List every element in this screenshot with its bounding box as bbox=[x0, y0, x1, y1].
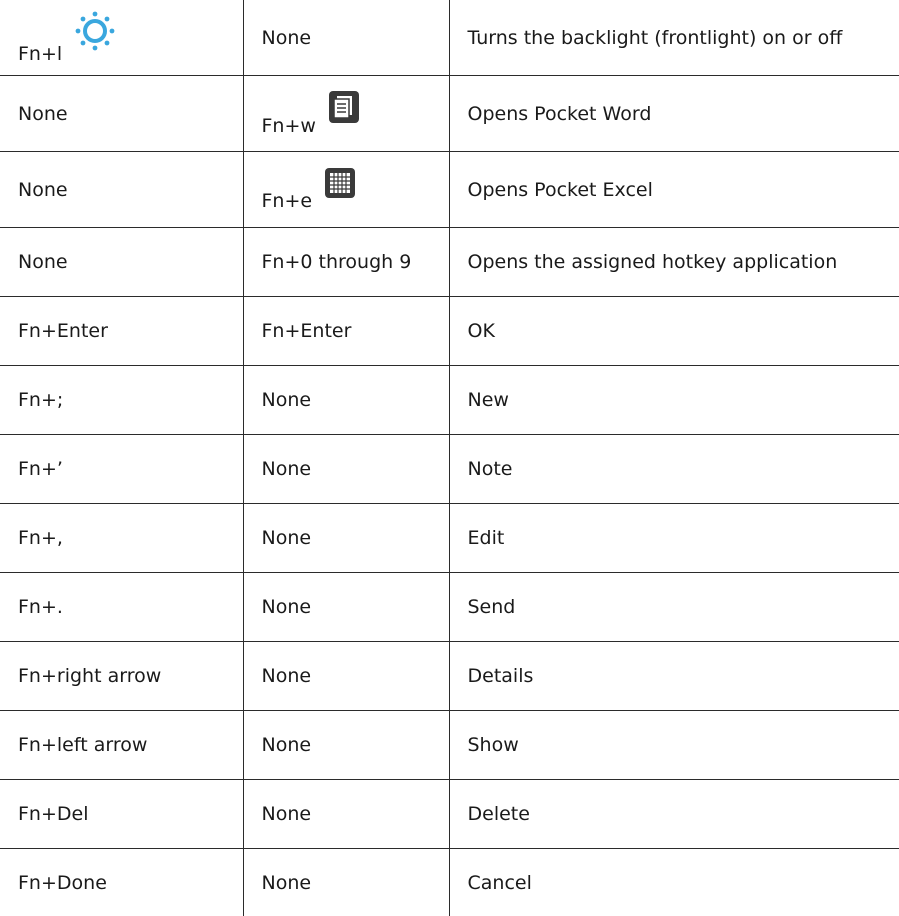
table-cell-device-shortcut: None bbox=[243, 780, 449, 849]
table-cell-action: New bbox=[449, 366, 899, 435]
table-cell-action: Opens Pocket Word bbox=[449, 76, 899, 152]
table-cell-device-shortcut: None bbox=[243, 711, 449, 780]
table-row bbox=[0, 504, 899, 573]
table-cell-device-shortcut: None bbox=[243, 573, 449, 642]
table-cell-device-shortcut: None bbox=[243, 642, 449, 711]
table-cell-action: Show bbox=[449, 711, 899, 780]
table-row bbox=[0, 849, 899, 916]
table-row bbox=[0, 573, 899, 642]
table-cell-keyboard-shortcut: Fn+left arrow bbox=[0, 711, 243, 780]
table-row bbox=[0, 76, 899, 152]
table-row bbox=[0, 366, 899, 435]
table-cell-keyboard-shortcut: None bbox=[0, 228, 243, 297]
table-row bbox=[0, 152, 899, 228]
table-row bbox=[0, 642, 899, 711]
table-cell-action: Details bbox=[449, 642, 899, 711]
table-cell-keyboard-shortcut: Fn+, bbox=[0, 504, 243, 573]
table-cell-device-shortcut: None bbox=[243, 435, 449, 504]
table-row bbox=[0, 780, 899, 849]
table-row bbox=[0, 297, 899, 366]
table-cell-keyboard-shortcut: Fn+. bbox=[0, 573, 243, 642]
table-row bbox=[0, 228, 899, 297]
table-row bbox=[0, 711, 899, 780]
table-cell-device-shortcut: Fn+0 through 9 bbox=[243, 228, 449, 297]
table-row bbox=[0, 435, 899, 504]
table-cell-keyboard-shortcut: Fn+Del bbox=[0, 780, 243, 849]
table-cell-keyboard-shortcut: Fn+Done bbox=[0, 849, 243, 916]
table-cell-keyboard-shortcut: Fn+’ bbox=[0, 435, 243, 504]
table-cell-device-shortcut: None bbox=[243, 0, 449, 76]
table-cell-action: Cancel bbox=[449, 849, 899, 916]
table-cell-action: Opens Pocket Excel bbox=[449, 152, 899, 228]
table-cell-keyboard-shortcut bbox=[0, 0, 243, 76]
table-cell-device-shortcut: Fn+Enter bbox=[243, 297, 449, 366]
table-cell-action: Send bbox=[449, 573, 899, 642]
table-cell-device-shortcut bbox=[243, 152, 449, 228]
table-cell-device-shortcut: None bbox=[243, 849, 449, 916]
table-cell-device-shortcut bbox=[243, 76, 449, 152]
table-cell-action: Opens the assigned hotkey application bbox=[449, 228, 899, 297]
table-cell-keyboard-shortcut: None bbox=[0, 76, 243, 152]
table-cell-action: Delete bbox=[449, 780, 899, 849]
table-cell-keyboard-shortcut: Fn+right arrow bbox=[0, 642, 243, 711]
table-cell-action: Note bbox=[449, 435, 899, 504]
table-cell-keyboard-shortcut: None bbox=[0, 152, 243, 228]
table-cell-keyboard-shortcut: Fn+Enter bbox=[0, 297, 243, 366]
cell-text: Fn+l bbox=[18, 45, 62, 64]
sun-icon bbox=[74, 10, 116, 52]
table-cell-device-shortcut: None bbox=[243, 504, 449, 573]
table-cell-device-shortcut: None bbox=[243, 366, 449, 435]
table-cell-keyboard-shortcut: Fn+; bbox=[0, 366, 243, 435]
pocket-word-icon bbox=[328, 90, 360, 124]
table-cell-action: Edit bbox=[449, 504, 899, 573]
table-cell-action: Turns the backlight (frontlight) on or off bbox=[449, 0, 899, 76]
table-cell-action: OK bbox=[449, 297, 899, 366]
table-row bbox=[0, 0, 899, 76]
cell-text: Fn+e bbox=[262, 192, 313, 211]
pocket-excel-icon bbox=[324, 167, 356, 199]
cell-text: Fn+w bbox=[262, 117, 316, 136]
